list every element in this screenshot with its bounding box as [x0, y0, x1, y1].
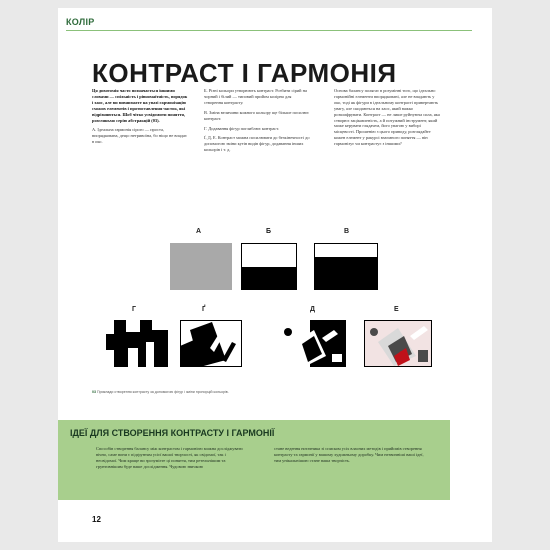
colored-shapes-square [364, 320, 432, 367]
figure-label-e: Е [394, 306, 399, 313]
gray-square-shape [170, 243, 232, 290]
paragraph-b: Б. Різні кольори утворюють контраст. Розбити сірий на чорний і білий — типовий прийом колірна для створення контрасту. [204, 88, 307, 105]
paragraph-a: А. Ідеальна гармонія сірого — проста, впорядкована, дещо нетривоїна, бо ніщо не впадає в око. [92, 127, 187, 145]
figure-g [106, 320, 168, 367]
paragraph-gde: Ґ, Д, Е. Контраст можна посилювати до безкінечності до допомогою зміни кутів видів фігур, додавання інших кольорів і т. д. [204, 135, 310, 153]
figure-label-a: А [196, 228, 202, 235]
mostly-black-square-shape [314, 243, 378, 290]
shapes-added-square [106, 320, 168, 367]
header-rule [66, 30, 472, 31]
caption-number: 03 [92, 390, 96, 394]
figure-label-d: Д [310, 306, 315, 313]
figure-label-g: Г [132, 306, 136, 313]
intro-paragraph: Ця дихотомія часто позначається іншими словами — спільність і рівномаїтність, порядок і хаос, але ви вовнимаєте на увазі гармонізацію схожих елементів і протиставлення часток, які відрізняються. Шоб чітко усвідомити поняття, розгляньмо серію абстракцій (03). [92, 88, 188, 123]
figure-label-g-prime: Ґ [202, 306, 206, 313]
paragraph-g: Г. Додавання фігур поглиблює контраст. [204, 125, 280, 131]
figure-g-prime [180, 320, 242, 367]
ideas-title: ІДЕЇ ДЛЯ СТВОРЕННЯ КОНТРАСТУ І ГАРМОНІЇ [70, 428, 275, 438]
split-square-shape [241, 243, 297, 290]
paragraph-balance: Основа балансу полягає в розумінні того, що ідеально гармонійні елементи впорядковані, але не впадають у око, тоді як фігури в ідеальному контрасті привертають увагу, але скидаються на хаос, який важко розшифрувати. Контраст — не лише руйнуюча сила, яка створює зацікавленість, а й потужний інструмент, який може керувати глядачем, його увагою у виборі місцевості. Прошенію з цього приводу, розглядайте кожен елемент у ракурсі взаємного поняття — він гармонізує чи контрастує з іншими? [334, 88, 440, 147]
figure-caption [92, 390, 229, 394]
figure-label-b: Б [266, 228, 272, 235]
section-label: КОЛІР [66, 17, 95, 27]
figure-d [276, 320, 346, 367]
ideas-text-column-1: Способів створення балансу між контрастом і гармонією можна досліджувати вічно, саме вони є підґрунтям усієї вашої творчості, як свідомої, так і несвідомої. Чим краще ви зрозумієте ці поняття, тим ретельнішим та грунтовнішим буде ваше дослідження. Чудовою звичкою [96, 446, 243, 469]
tilted-shapes-square [180, 320, 242, 367]
text-column-2 [204, 88, 310, 157]
figure-b [241, 243, 297, 290]
figure-e [364, 320, 432, 367]
circle-shapes-square [276, 320, 346, 367]
figure-label-v: В [344, 228, 350, 235]
page-number: 12 [92, 515, 101, 524]
paragraph-v: В. Зміна величини кожного кольору ще більше посилює контраст. [204, 109, 309, 121]
ideas-text-column-2: стане ведення нотатника зі списком усіх власних методів і прийомів створення контрасту та гармонії у вашому художньому доробку. Чим незвичніші ваші ідеї, тим унікальнішою стане ваша творчість. [274, 446, 424, 463]
caption-text: Приклади створення контрасту за допомогою фігур і зміни пропорцій кольорів. [97, 390, 229, 394]
figure-a [170, 243, 232, 290]
text-column-3 [334, 88, 442, 151]
page-title: КОНТРАСТ І ГАРМОНІЯ [92, 58, 397, 88]
text-column-1 [92, 88, 188, 149]
figure-v [314, 243, 378, 290]
